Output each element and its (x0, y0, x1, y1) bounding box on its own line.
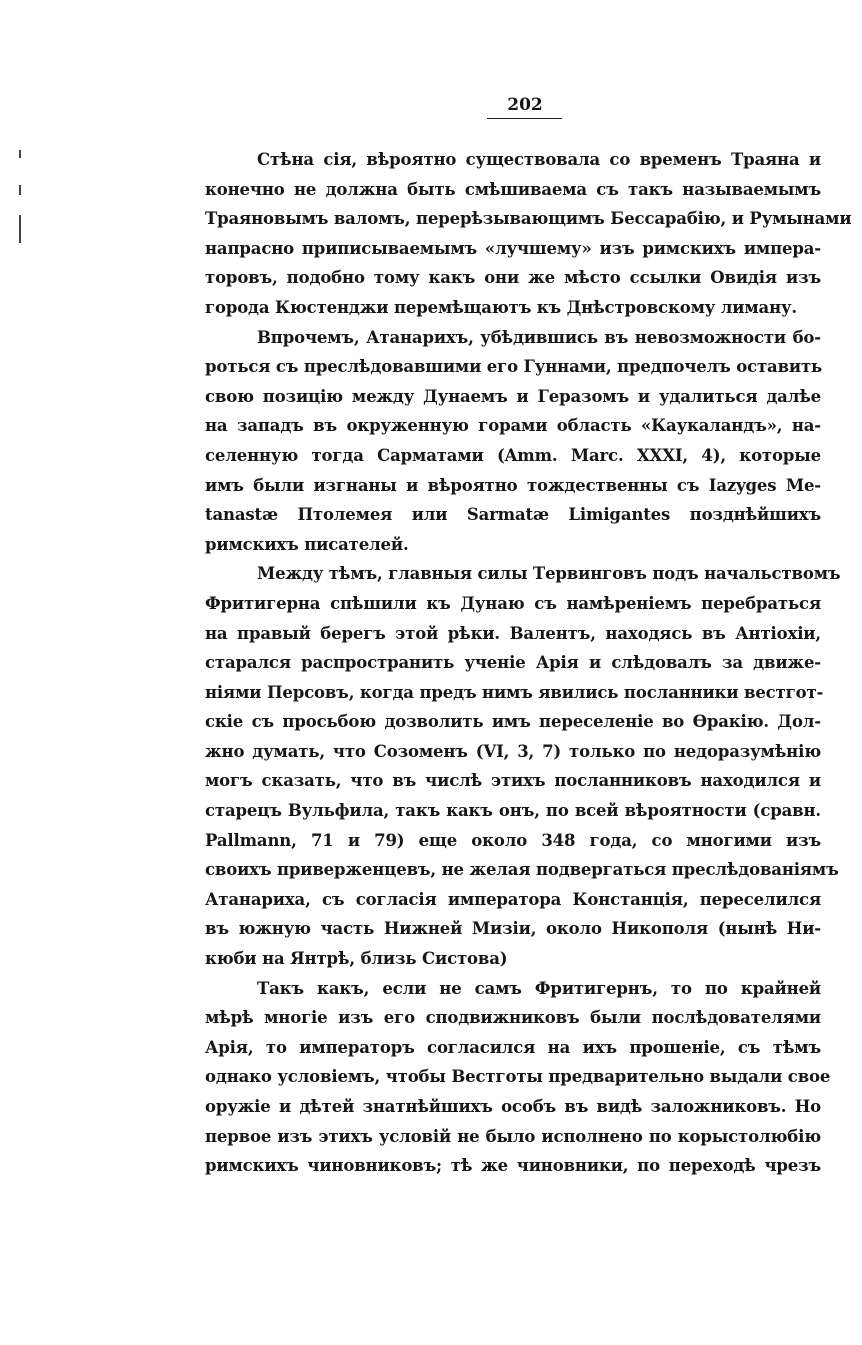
text-line: tanastæ Птолемея или Sarmatæ Limigantes позднѣйшихъ (205, 505, 821, 525)
text-line: Между тѣмъ, главныя силы Тервинговъ подъ начальствомъ (257, 564, 841, 584)
text-line: старался распространить ученіе Арія и слѣдовалъ за движе- (205, 653, 821, 673)
text-line: Впрочемъ, Атанарихъ, убѣдившись въ невозможности бо- (257, 327, 821, 347)
text-line: Pallmann, 71 и 79) еще около 348 года, со многими изъ (205, 830, 821, 850)
text-line: Траяновымъ валомъ, перерѣзывающимъ Бессарабію, и Румынами (205, 209, 852, 229)
text-line: кюби на Янтрѣ, близь Систова) (205, 949, 508, 969)
text-line: Арія, то императоръ согласился на ихъ прошеніе, съ тѣмъ (205, 1037, 821, 1057)
text-line: старецъ Вульфила, такъ какъ онъ, по всей вѣроятности (сравн. (205, 801, 821, 821)
page-number-rule (487, 118, 562, 119)
margin-mark (19, 185, 21, 195)
text-line: жно думать, что Созоменъ (VI, 3, 7) только по недоразумѣнію (205, 741, 821, 761)
text-line: въ южную часть Нижней Мизіи, около Никополя (нынѣ Ни- (205, 919, 821, 939)
text-line: Такъ какъ, если не самъ Фритигернъ, то по крайней (257, 978, 821, 998)
text-line: римскихъ писателей. (205, 534, 409, 554)
text-line: роться съ преслѣдовавшими его Гуннами, предпочелъ оставить (205, 357, 823, 377)
text-line: города Кюстенджи перемѣщаютъ къ Днѣстровскому лиману. (205, 297, 798, 317)
text-line: своихъ приверженцевъ, не желая подвергаться преслѣдованіямъ (205, 860, 839, 880)
text-line: на западъ въ окруженную горами область «Каукаландъ», на- (205, 416, 821, 436)
text-line: ніями Персовъ, когда предъ нимъ явились посланники вестгот- (205, 682, 824, 702)
text-line: конечно не должна быть смѣшиваема съ такъ называемымъ (205, 179, 821, 199)
text-line: имъ были изгнаны и вѣроятно тождественны съ Iazyges Me- (205, 475, 821, 495)
text-line: Атанариха, съ согласія императора Констанція, переселился (205, 889, 821, 909)
text-line: селенную тогда Сарматами (Amm. Marc. XXXI, 4), которые (205, 445, 821, 465)
text-line: напрасно приписываемымъ «лучшему» изъ римскихъ импера- (205, 238, 821, 258)
text-line: свою позицію между Дунаемъ и Геразомъ и удалиться далѣе (205, 386, 821, 406)
text-line: мѣрѣ многіе изъ его сподвижниковъ были послѣдователями (205, 1008, 821, 1028)
margin-mark (19, 150, 21, 158)
text-line: Фритигерна спѣшили къ Дунаю съ намѣреніемъ перебраться (205, 593, 821, 613)
text-line: торовъ, подобно тому какъ они же мѣсто ссылки Овидія изъ (205, 268, 821, 288)
text-line: однако условіемъ, чтобы Вестготы предварительно выдали свое (205, 1067, 831, 1087)
text-line: Стѣна сія, вѣроятно существовала со временъ Траяна и (257, 150, 821, 169)
text-line: скіе съ просьбою дозволить имъ переселеніе во Ѳракію. Дол- (205, 712, 821, 732)
page-number: 202 (507, 95, 543, 115)
text-line: могъ сказать, что въ числѣ этихъ посланниковъ находился и (205, 771, 821, 791)
body-text (205, 145, 852, 1181)
margin-mark (19, 215, 21, 243)
text-line: на правый берегъ этой рѣки. Валентъ, находясь въ Антіохіи, (205, 623, 821, 643)
text-line: первое изъ этихъ условій не было исполнено по корыстолюбію (205, 1126, 821, 1146)
text-line: оружіе и дѣтей знатнѣйшихъ особъ въ видѣ заложниковъ. Но (205, 1097, 821, 1116)
text-line: римскихъ чиновниковъ; тѣ же чиновники, по переходѣ чрезъ (205, 1156, 821, 1176)
